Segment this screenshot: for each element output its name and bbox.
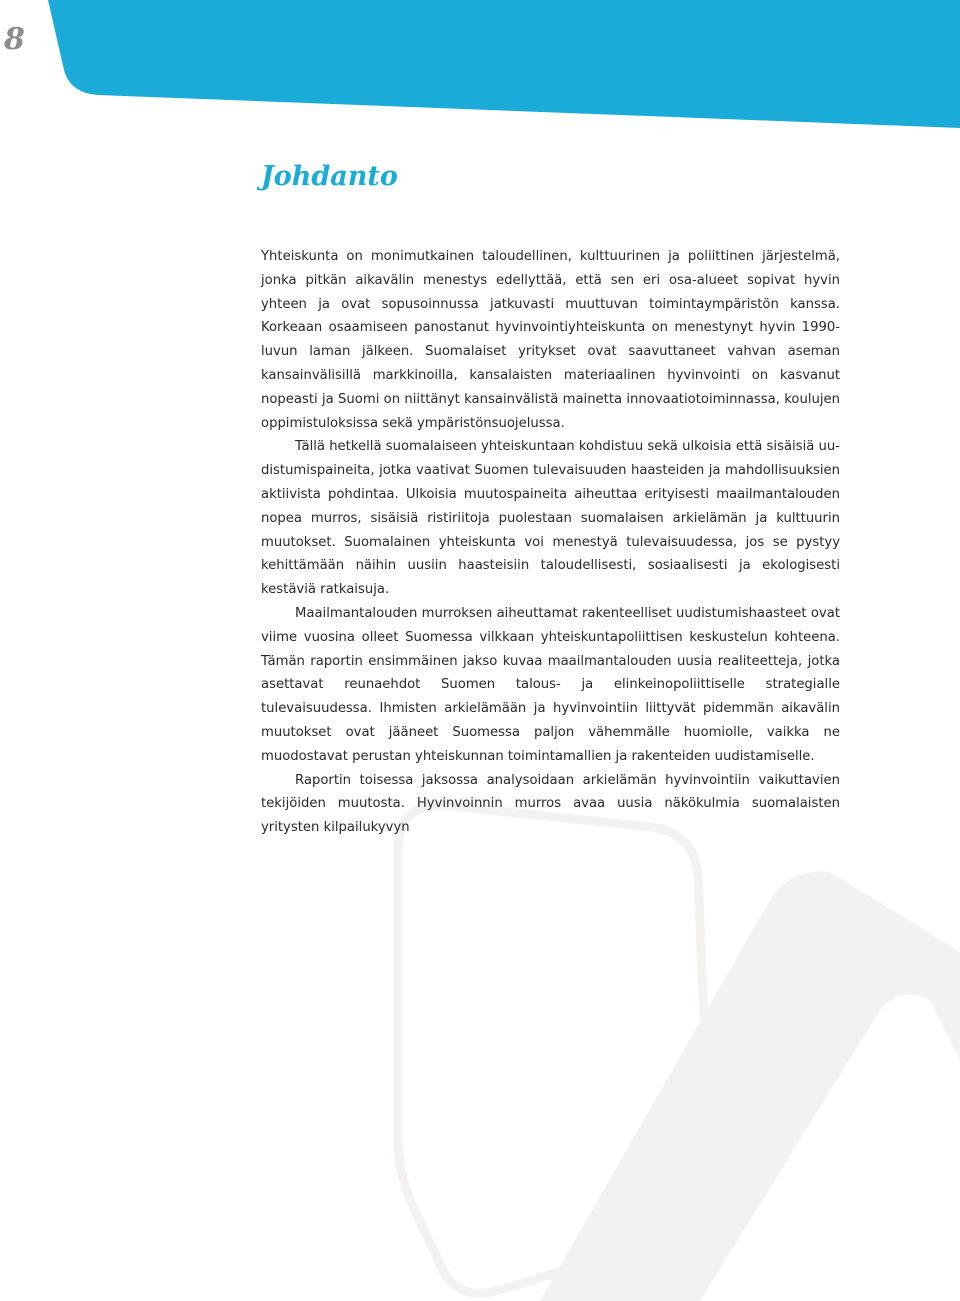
body-text	[261, 245, 840, 840]
paragraph: Tällä hetkellä suomalaiseen yhteiskuntaan kohdistuu sekä ulkoisia että sisäisiä uudistumispaineita, jotka vaativat Suomen tulevaisuuden haasteiden ja mahdollisuuksien aktiivista pohdintaa. Ulkoisia muutospaineita aiheuttaa erityisesti maailmantalouden nopea murros, sisäisiä ristiriitoja puolestaan suomalaisen arkielämän ja kulttuurin muutokset. Suomalainen yhteiskunta voi menestyä tulevaisuudessa, jos se pystyy kehittämään näihin uusiin haasteisiin taloudellisesti, sosiaalisesti ja ekologisesti kestäviä ratkaisuja.	[261, 439, 840, 598]
paragraph: Raportin toisessa jaksossa analysoidaan arkielämän hyvinvointiin vaikuttavien tekijöiden muutosta. Hyvinvoinnin murros avaa uusia näkökulmia suomalaisten yritysten kilpailukyvyn	[261, 772, 840, 836]
section-heading: Johdanto	[261, 161, 398, 192]
top-banner-shape	[48, 0, 960, 128]
paragraph: Yhteiskunta on monimutkainen taloudellinen, kulttuurinen ja poliittinen järjestelmä, jonka pitkän aikavälin menestys edellyttää, että sen eri osa-alueet sopivat hyvin yhteen ja ovat sopusoinnussa jatkuvasti muuttuvan toimintaympäristön kanssa. Korkeaan osaamiseen panostanut hyvinvointiyhteiskunta on menestynyt hyvin 1990-luvun laman jälkeen. Suomalaiset yritykset ovat saavuttaneet vahvan aseman kansainvälisillä markkinoilla, kansalaisten materiaalinen hyvinvointi on kasvanut nopeasti ja Suomi on niittänyt kansainvälistä mainetta innovaatiotoiminnassa, koulujen oppimistuloksissa sekä ympäristönsuojelussa.	[261, 249, 840, 431]
page-number: 8	[4, 22, 25, 57]
paragraph: Maailmantalouden murroksen aiheuttamat rakenteelliset uudistumishaasteet ovat viime vuosina olleet Suomessa vilkkaan yhteiskuntapoliittisen keskustelun kohteena. Tämän raportin ensimmäinen jakso kuvaa maailmantalouden uusia realiteetteja, jotka asettavat reunaehdot Suomen talous- ja elinkeinopoliittiselle strategialle tulevaisuudessa. Ihmisten arkielämään ja hyvinvointiin liittyvät pidemmän aikavälin muutokset ovat jääneet Suomessa paljon vähemmälle huomiolle, vaikka ne muodostavat perustan yhteiskunnan toimintamallien ja rakenteiden uudistamiselle.	[261, 605, 840, 764]
